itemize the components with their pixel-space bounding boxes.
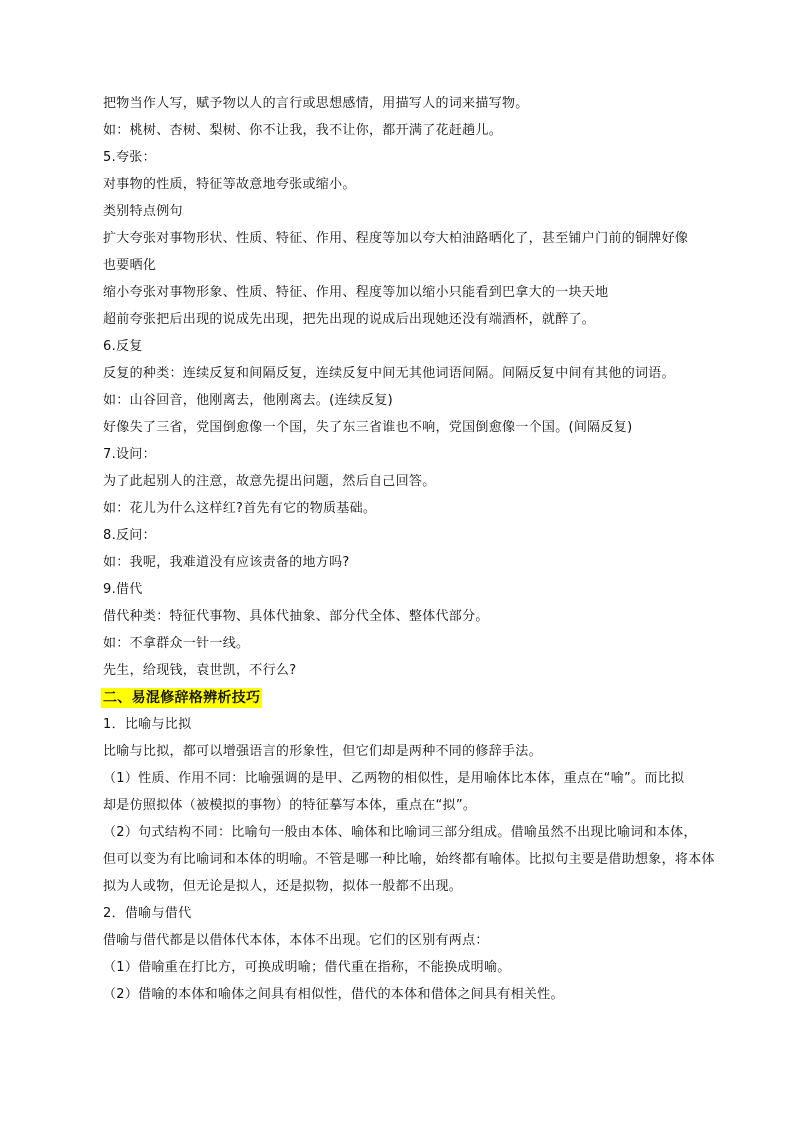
paragraph-line: （1）性质、作用不同：比喻强调的是甲、乙两物的相似性，是用喻体比本体，重点在“喻”。而比拟 — [103, 771, 685, 786]
paragraph-line: 如：花儿为什么这样红?首先有它的物质基础。 — [103, 501, 377, 516]
paragraph-line: 也要晒化 — [103, 258, 157, 273]
paragraph-line: 为了此起别人的注意，故意先提出问题，然后自己回答。 — [103, 474, 436, 489]
paragraph-line: （2）句式结构不同：比喻句一般由本体、喻体和比喻词三部分组成。借喻虽然不出现比喻词和本体， — [103, 825, 697, 840]
paragraph-line: 借代种类：特征代事物、具体代抽象、部分代全体、整体代部分。 — [103, 609, 489, 624]
paragraph-line: 却是仿照拟体（被模拟的事物）的特征摹写本体，重点在“拟”。 — [103, 798, 477, 813]
section-heading: 二、易混修辞格辨析技巧 — [103, 690, 261, 706]
paragraph-line: 对事物的性质，特征等故意地夸张或缩小。 — [103, 177, 356, 192]
paragraph-line: 好像失了三省，党国倒愈像一个国，失了东三省谁也不响，党国倒愈像一个国。(间隔反复) — [103, 420, 633, 435]
paragraph-line: （2）借喻的本体和喻体之间具有相似性，借代的本体和借体之间具有相关性。 — [103, 987, 564, 1002]
section-number: 9.借代 — [103, 582, 143, 597]
paragraph-line: 先生，给现钱，袁世凯，不行么? — [103, 663, 297, 678]
paragraph-line: 超前夸张把后出现的说成先出现，把先出现的说成后出现她还没有端酒杯，就醉了。 — [103, 312, 596, 327]
paragraph-line: 如：我呢，我难道没有应该责备的地方吗? — [103, 555, 350, 570]
paragraph-line: 借喻与借代都是以借体代本体，本体不出现。它们的区别有两点： — [103, 933, 489, 948]
paragraph-line: 如：桃树、杏树、梨树、你不让我，我不让你，都开满了花赶趟儿。 — [103, 123, 503, 138]
paragraph-line: 类别特点例句 — [103, 204, 183, 219]
paragraph-line: （1）借喻重在打比方，可换成明喻；借代重在指称，不能换成明喻。 — [103, 960, 511, 975]
paragraph-line: 扩大夸张对事物形状、性质、特征、作用、程度等加以夸大柏油路晒化了，甚至铺户门前的铜牌好像 — [103, 231, 689, 246]
section-number: 5.夸张： — [103, 150, 156, 165]
paragraph-line: 但可以变为有比喻词和本体的明喻。不管是哪一种比喻，始终都有喻体。比拟句主要是借助想象，将本体 — [103, 852, 715, 867]
paragraph-line: 拟为人或物，但无论是拟人，还是拟物，拟体一般都不出现。 — [103, 879, 463, 894]
paragraph-line: 把物当作人写，赋予物以人的言行或思想感情，用描写人的词来描写物。 — [103, 96, 529, 111]
subsection-title: 1．比喻与比拟 — [103, 717, 192, 732]
paragraph-line: 反复的种类：连续反复和间隔反复，连续反复中间无其他词语间隔。间隔反复中间有其他的词语。 — [103, 366, 675, 381]
section-number: 7.设问： — [103, 447, 156, 462]
paragraph-line: 如：不拿群众一针一线。 — [103, 636, 250, 651]
section-number: 6.反复 — [103, 339, 143, 354]
section-number: 8.反问： — [103, 528, 156, 543]
paragraph-line: 比喻与比拟，都可以增强语言的形象性，但它们却是两种不同的修辞手法。 — [103, 744, 542, 759]
subsection-title: 2．借喻与借代 — [103, 906, 192, 921]
paragraph-line: 缩小夸张对事物形象、性质、特征、作用、程度等加以缩小只能看到巴拿大的一块天地 — [103, 285, 609, 300]
paragraph-line: 如：山谷回音，他刚离去，他刚离去。(连续反复) — [103, 393, 394, 408]
